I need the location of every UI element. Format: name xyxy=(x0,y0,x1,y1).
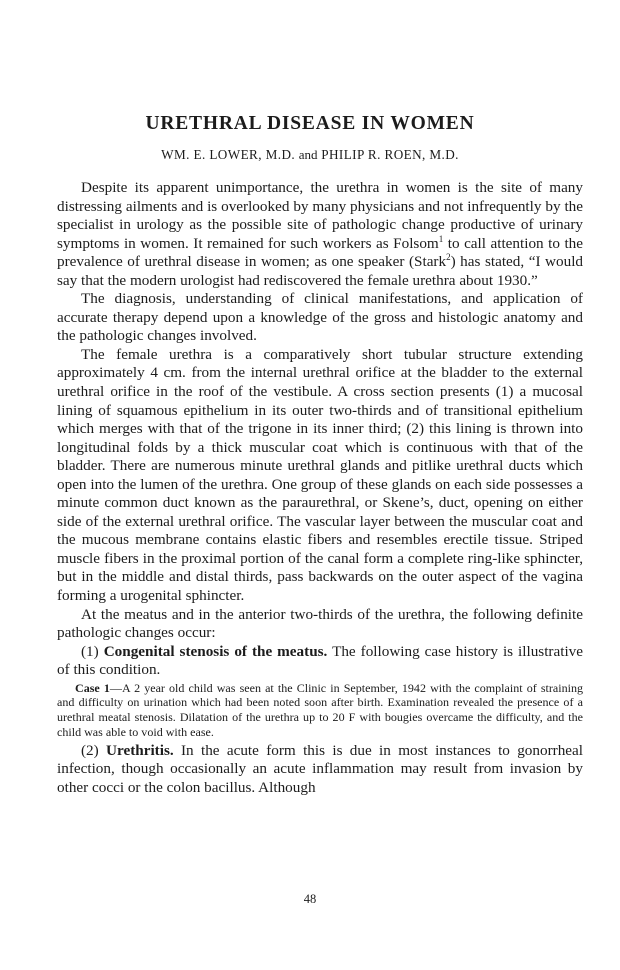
paragraph-anatomy: The female urethra is a comparatively short tubular structure extending approximately 4 cm. from the internal urethral orifice at the bladder to the external urethral orifice in the roof of the vestibule. A cross section presents (1) a mucosal lining of squamous epithelium in its outer two-thirds and of transitional epithelium which merges with that of the trigone in its inner third; (2) this lining is thrown into longitudinal folds by a thick muscular coat which is continuous with that of the bladder. There are numerous minute urethral glands and pitlike urethral ducts which open into the lumen of the urethra. One group of these glands on each side possesses a minute common duct known as the paraurethral, or Skene’s, duct, opening on either side of the external urethral orifice. The vascular layer between the muscular coat and the mucous membrane contains elastic fibers and resembles erectile tissue. Striped muscle fibers in the proximal portion of the canal form a complete ring-like sphincter, but in the middle and distal thirds, pass backwards on the outer aspect of the vagina forming a urogenital sphincter. xyxy=(57,345,583,605)
item-number-1: (1) xyxy=(81,642,99,660)
reference-stark: 2 xyxy=(446,252,451,263)
page-number: 48 xyxy=(303,892,317,906)
heading-congenital-stenosis: Congenital stenosis of the meatus. xyxy=(103,642,328,660)
paragraph-diagnosis: The diagnosis, understanding of clinical manifestations, and application of accurate therapy depend upon a knowledge of the gross and histologic anatomy and the pathologic changes involved. xyxy=(57,290,583,345)
paragraph-pathologic-changes: At the meatus and in the anterior two-thirds of the urethra, the following definite pathologic changes occur: xyxy=(57,605,583,642)
intro-text-b: to call attention to the prevalence of urethral disease in women; as one speaker (Stark xyxy=(57,234,583,271)
case-1-text: —A 2 year old child was seen at the Clinic in September, 1942 with the complaint of straining and difficulty on urination which had been noted soon after birth. Examination revealed the presence of a urethral meatal stenosis. Dilatation of the urethra up to 20 F with bougies overcame the difficulty, and the child was able to void with ease. xyxy=(57,680,583,739)
intro-text-c: ) has stated, “I would say that the modern urologist had rediscovered the female urethra about 1930.” xyxy=(57,253,584,289)
article-title: URETHRAL DISEASE IN WOMEN xyxy=(145,113,475,134)
author-lower: WM. E. LOWER, M.D. xyxy=(161,147,296,162)
intro-text-a: Despite its apparent unimportance, the urethra in women is the site of many distressing ailments and is overlooked by many physicians and not infrequently by the specialist in urology as the possible site of pathologic change productive of urinary symptoms in women. It remained for such workers as Folsom xyxy=(57,179,583,252)
paragraph-urethritis xyxy=(57,742,583,798)
urethritis-text: In the acute form this is due in most instances to gonorrheal infection, though occasionally an acute inflammation may result from invasion by other cocci or the colon bacillus. Although xyxy=(57,741,583,796)
article-authors xyxy=(0,147,620,163)
author-roen: PHILIP R. ROEN, M.D. xyxy=(321,147,459,162)
case-report-1 xyxy=(57,681,583,740)
case-1-label: Case 1 xyxy=(75,680,110,695)
author-joiner: and xyxy=(298,147,318,162)
paragraph-congenital-stenosis xyxy=(57,643,583,680)
paragraph-introduction xyxy=(57,179,583,290)
heading-urethritis: Urethritis. xyxy=(106,741,174,759)
congenital-stenosis-text: The following case history is illustrative of this condition. xyxy=(57,642,584,679)
reference-folsom: 1 xyxy=(438,233,444,244)
item-number-2: (2) xyxy=(81,741,99,759)
article-body xyxy=(57,179,583,797)
